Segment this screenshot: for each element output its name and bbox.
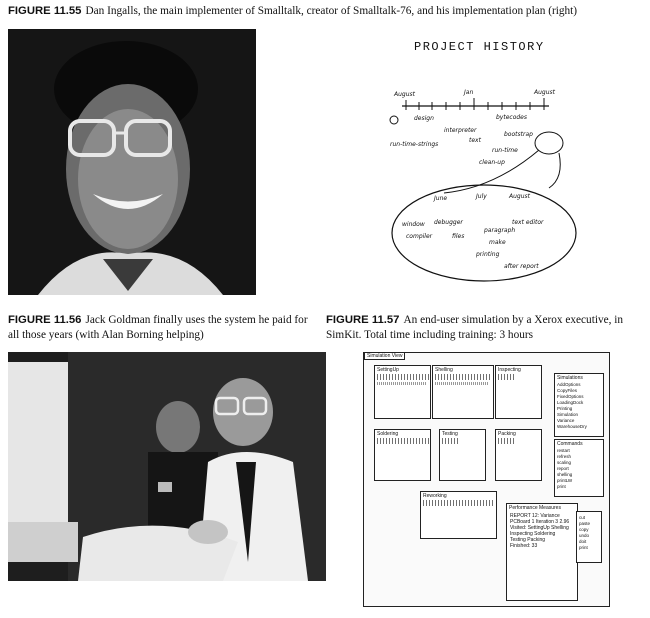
- simulations-menu[interactable]: [554, 373, 604, 437]
- edit-menu[interactable]: [576, 511, 602, 563]
- station-icons: [377, 438, 429, 444]
- sketch-note: bytecodes: [496, 114, 527, 121]
- simulation-item[interactable]: AddOptions: [557, 382, 581, 387]
- station-title: Shelling: [435, 367, 453, 373]
- sketch-title: PROJECT HISTORY: [414, 40, 545, 54]
- sketch-note: design: [414, 115, 434, 122]
- bubble-note: after report: [504, 263, 539, 270]
- figure-caption-11-57: [326, 313, 644, 343]
- station-icons: [423, 500, 494, 506]
- sketch-note: clean-up: [479, 159, 505, 166]
- simkit-screen: [363, 352, 610, 607]
- station-title: Inspecting: [498, 367, 521, 373]
- bubble-month: July: [476, 193, 487, 200]
- top-month: August: [394, 91, 415, 98]
- sketch-note: run-time-strings: [390, 141, 439, 148]
- commands-menu[interactable]: [554, 439, 604, 497]
- figure-caption-11-55: [8, 4, 648, 19]
- figure-label: FIGURE 11.56: [8, 314, 82, 326]
- edit-menu-item[interactable]: cut: [579, 515, 586, 520]
- command-item[interactable]: printLW: [557, 478, 573, 483]
- station-icons: [498, 374, 516, 380]
- project-history-sketch: [384, 28, 582, 283]
- bubble-note: paragraph: [484, 227, 516, 234]
- simulation-item[interactable]: Printing: [557, 406, 573, 411]
- caption-text: Dan Ingalls, the main implementer of Smalltalk, creator of Smalltalk-76, and his implementation plan (right): [85, 5, 578, 17]
- simulation-item[interactable]: Variance: [557, 418, 575, 423]
- portrait-photo: [8, 29, 256, 295]
- edit-menu-item[interactable]: copy: [579, 527, 589, 532]
- station-window-reworking[interactable]: [420, 491, 497, 539]
- performance-measures-window[interactable]: [506, 503, 578, 601]
- simulation-item[interactable]: Simulation: [557, 412, 579, 417]
- bubble-note: compiler: [406, 233, 433, 240]
- edit-menu-item[interactable]: print: [579, 545, 588, 550]
- sketch-note: bootstrap: [504, 131, 533, 138]
- sketch-note: text: [469, 137, 481, 144]
- bubble-note: files: [452, 233, 465, 240]
- simulation-item[interactable]: FixedOptions: [557, 394, 584, 399]
- station-window-inspecting[interactable]: [495, 365, 542, 419]
- top-month: Jan: [464, 89, 474, 96]
- top-month: August: [534, 89, 555, 96]
- command-item[interactable]: print: [557, 484, 566, 489]
- edit-menu-item[interactable]: paste: [579, 521, 591, 526]
- project-history-drawing: [384, 28, 582, 283]
- station-window-testing[interactable]: [439, 429, 486, 481]
- command-item[interactable]: restart: [557, 448, 570, 453]
- sketch-note: run-time: [492, 147, 518, 154]
- command-item[interactable]: report: [557, 466, 569, 471]
- edit-menu-item[interactable]: doit: [579, 539, 587, 544]
- edit-menu-list: [579, 515, 590, 551]
- bubble-note: debugger: [434, 219, 463, 226]
- station-icons: [498, 438, 516, 444]
- station-window-shelling[interactable]: [432, 365, 494, 419]
- simulation-view-tab[interactable]: Simulation View: [364, 352, 405, 360]
- station-icons: [435, 382, 489, 385]
- bubble-month: June: [434, 195, 448, 202]
- figure-caption-11-56: [8, 313, 313, 343]
- figure-label: FIGURE 11.57: [326, 314, 400, 326]
- command-item[interactable]: shelling: [557, 472, 573, 477]
- station-icons: [435, 374, 492, 380]
- station-title: Packing: [498, 431, 516, 437]
- bubble-month: August: [509, 193, 530, 200]
- sketch-note: interpreter: [444, 127, 477, 134]
- simulation-item[interactable]: LoadingDock: [557, 400, 584, 405]
- edit-menu-item[interactable]: undo: [579, 533, 590, 538]
- station-icons: [377, 382, 427, 385]
- station-window-settingup[interactable]: [374, 365, 431, 419]
- command-item[interactable]: refresh: [557, 454, 572, 459]
- station-window-soldering[interactable]: [374, 429, 431, 481]
- station-title: Soldering: [377, 431, 399, 437]
- caption-text: Jack Goldman finally uses the system he paid for all those years (with Alan Borning helping): [8, 314, 308, 341]
- bubble-note: printing: [476, 251, 500, 258]
- portrait-illustration: [8, 29, 256, 295]
- station-title: Reworking: [423, 493, 447, 499]
- simulations-title: Simulations: [557, 375, 583, 381]
- simulations-list: [557, 382, 587, 430]
- terminal-illustration: [8, 352, 326, 581]
- station-title: SettingUp: [377, 367, 399, 373]
- commands-list: [557, 448, 572, 490]
- station-title: Testing: [442, 431, 458, 437]
- bubble-note: text editor: [512, 219, 544, 226]
- performance-title: Performance Measures: [509, 505, 561, 511]
- terminal-photo: [8, 352, 326, 581]
- bubble-note: make: [489, 239, 506, 246]
- caption-text: An end-user simulation by a Xerox executive, in SimKit. Total time including training: 3 hours: [326, 314, 624, 341]
- command-item[interactable]: scaling: [557, 460, 572, 465]
- station-icons: [442, 438, 460, 444]
- simulation-item[interactable]: WarehouseDry: [557, 424, 587, 429]
- bubble-note: window: [402, 221, 425, 228]
- performance-report: REPORT 12: Variance PCBoard 1 Iteration 3 2.96 Visited: SettingUp Shelling Inspecting Soldering Testing Packing Finished: 33: [510, 513, 570, 549]
- commands-title: Commands: [557, 441, 583, 447]
- simulation-item[interactable]: CopyFiles: [557, 388, 578, 393]
- station-window-packing[interactable]: [495, 429, 542, 481]
- station-icons: [377, 374, 429, 380]
- figure-label: FIGURE 11.55: [8, 5, 82, 17]
